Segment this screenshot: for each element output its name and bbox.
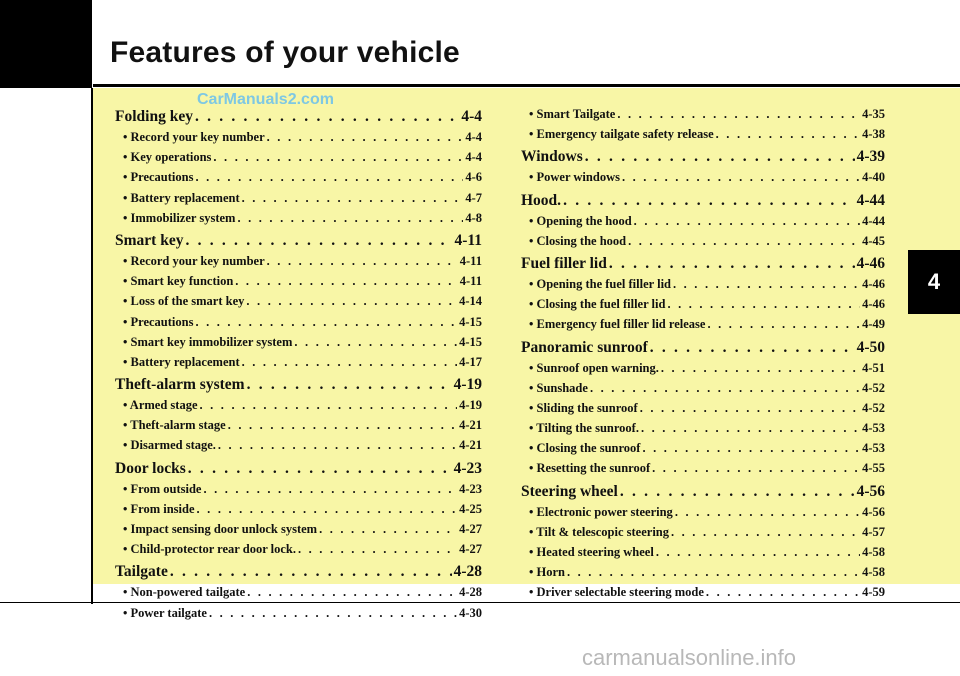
- toc-entry-page: 4-25: [459, 501, 482, 516]
- toc-entry-label: • Power tailgate: [123, 605, 207, 620]
- toc-entry-page: 4-39: [856, 148, 885, 166]
- toc-leader-dots: [661, 361, 860, 376]
- toc-entry-label: • Loss of the smart key: [123, 294, 245, 309]
- toc-subsection[interactable]: [521, 214, 885, 234]
- toc-entry-page: 4-57: [862, 524, 885, 539]
- toc-section[interactable]: [115, 108, 482, 130]
- toc-leader-dots: [228, 418, 457, 433]
- toc-entry-page: 4-11: [459, 274, 482, 289]
- toc-entry-label: • From outside: [123, 481, 202, 496]
- toc-entry-label: • Closing the sunroof: [529, 441, 641, 456]
- toc-leader-dots: [642, 441, 860, 456]
- toc-entry-label: • Impact sensing door unlock system: [123, 522, 318, 536]
- toc-entry-page: 4-7: [465, 190, 482, 205]
- page-title: Features of your vehicle: [110, 36, 460, 69]
- toc-subsection[interactable]: [115, 606, 482, 626]
- toc-leader-dots: [707, 317, 860, 332]
- toc-entry-label: Windows: [521, 148, 583, 166]
- toc-entry-page: 4-30: [459, 605, 482, 620]
- toc-subsection[interactable]: [115, 335, 482, 355]
- toc-entry-page: 4-59: [862, 585, 885, 600]
- toc-entry-label: • Closing the fuel filler lid: [529, 297, 666, 312]
- toc-leader-dots: [585, 148, 855, 166]
- toc-leader-dots: [203, 482, 457, 497]
- toc-entry-page: 4-56: [862, 504, 885, 519]
- title-divider: [93, 84, 960, 87]
- toc-leader-dots: [641, 421, 860, 436]
- toc-entry-label: • Sunroof open warning.: [529, 360, 659, 375]
- toc-leader-dots: [195, 108, 459, 126]
- toc-entry-page: 4-35: [862, 107, 885, 121]
- toc-entry-label: • Precautions: [123, 314, 194, 329]
- toc-section[interactable]: [521, 192, 885, 214]
- toc-entry-label: • Driver selectable steering mode: [529, 585, 704, 600]
- toc-entry-page: 4-21: [459, 438, 482, 453]
- toc-subsection[interactable]: [115, 438, 482, 458]
- toc-entry-page: 4-11: [454, 231, 482, 249]
- toc-column-right: [521, 107, 885, 606]
- corner-block: [0, 0, 92, 88]
- toc-subsection[interactable]: [115, 542, 482, 562]
- chapter-tab[interactable]: 4: [908, 250, 960, 314]
- toc-entry-page: 4-52: [862, 380, 885, 395]
- toc-entry-label: • Disarmed stage.: [123, 438, 216, 453]
- toc-entry-page: 4-14: [459, 294, 482, 309]
- toc-section[interactable]: [115, 563, 482, 585]
- toc-entry-label: • Opening the hood: [529, 213, 632, 228]
- toc-subsection[interactable]: [115, 191, 482, 211]
- toc-entry-label: • Armed stage: [123, 398, 198, 413]
- toc-entry-label: Theft-alarm system: [115, 376, 245, 394]
- toc-leader-dots: [242, 191, 464, 206]
- toc-entry-page: 4-27: [459, 522, 482, 536]
- toc-entry-label: • Record your key number: [123, 253, 265, 268]
- toc-leader-dots: [246, 294, 457, 309]
- toc-entry-label: • Smart key immobilizer system: [123, 334, 293, 349]
- toc-subsection[interactable]: [521, 361, 885, 381]
- toc-entry-label: • Battery replacement: [123, 354, 240, 369]
- toc-leader-dots: [298, 542, 457, 557]
- toc-subsection[interactable]: [115, 130, 482, 150]
- toc-subsection[interactable]: [115, 355, 482, 375]
- toc-entry-page: 4-46: [862, 276, 885, 291]
- toc-leader-dots: [706, 585, 860, 600]
- toc-leader-dots: [622, 170, 860, 185]
- toc-subsection[interactable]: [115, 274, 482, 294]
- toc-entry-page: 4-15: [459, 314, 482, 329]
- toc-entry-page: 4-55: [862, 461, 885, 476]
- toc-section[interactable]: [521, 339, 885, 361]
- toc-entry-label: • Opening the fuel filler lid: [529, 276, 671, 291]
- toc-subsection[interactable]: [521, 421, 885, 441]
- toc-leader-dots: [640, 401, 860, 416]
- toc-leader-dots: [267, 254, 458, 269]
- toc-leader-dots: [675, 505, 860, 520]
- toc-entry-label: Hood.: [521, 191, 562, 209]
- toc-leader-dots: [200, 398, 458, 413]
- toc-subsection[interactable]: [115, 254, 482, 274]
- toc-leader-dots: [185, 232, 452, 250]
- toc-entry-page: 4-4: [465, 130, 482, 144]
- toc-entry-label: • Closing the hood: [529, 233, 627, 248]
- toc-entry-label: • From inside: [123, 501, 195, 516]
- toc-subsection[interactable]: [521, 461, 885, 481]
- toc-subsection[interactable]: [521, 170, 885, 190]
- toc-section[interactable]: [521, 483, 885, 505]
- toc-leader-dots: [620, 483, 855, 501]
- toc-entry-page: 4-27: [459, 542, 482, 557]
- toc-entry-page: 4-58: [862, 545, 885, 559]
- toc-subsection[interactable]: [115, 418, 482, 438]
- toc-subsection[interactable]: [521, 441, 885, 461]
- toc-leader-dots: [667, 297, 860, 312]
- toc-entry-page: 4-44: [856, 191, 885, 209]
- toc-entry-page: 4-58: [862, 565, 885, 580]
- watermark-bottom: carmanualsonline.info: [582, 645, 797, 670]
- toc-subsection[interactable]: [521, 234, 885, 254]
- toc-entry-label: • Power windows: [529, 170, 620, 185]
- toc-entry-page: 4-44: [862, 213, 885, 228]
- toc-entry-page: 4-49: [862, 317, 885, 332]
- toc-entry-label: • Heated steering wheel: [529, 545, 654, 559]
- toc-subsection[interactable]: [115, 522, 482, 542]
- toc-leader-dots: [209, 606, 457, 621]
- toc-leader-dots: [590, 381, 860, 396]
- toc-subsection[interactable]: [521, 585, 885, 605]
- toc-section[interactable]: [115, 376, 482, 398]
- toc-leader-dots: [294, 335, 457, 350]
- toc-entry-label: Panoramic sunroof: [521, 338, 648, 356]
- toc-leader-dots: [218, 438, 457, 453]
- toc-entry-label: Smart key: [115, 231, 184, 249]
- toc-entry-page: 4-28: [459, 585, 482, 600]
- toc-entry-page: 4-23: [453, 459, 482, 477]
- toc-leader-dots: [652, 461, 860, 476]
- toc-entry-page: 4-52: [862, 400, 885, 415]
- toc-entry-page: 4-19: [459, 398, 482, 413]
- toc-entry-label: • Resetting the sunroof: [529, 461, 651, 476]
- toc-entry-label: Folding key: [115, 108, 193, 125]
- toc-leader-dots: [195, 315, 457, 330]
- toc-subsection[interactable]: [115, 482, 482, 502]
- toc-entry-label: • Immobilizer system: [123, 210, 236, 225]
- toc-leader-dots: [609, 255, 855, 273]
- toc-entry-label: Door locks: [115, 459, 186, 477]
- toc-entry-label: • Tilt & telescopic steering: [529, 524, 669, 539]
- toc-leader-dots: [567, 565, 860, 580]
- toc-entry-label: • Emergency fuel filler lid release: [529, 317, 706, 332]
- toc-subsection[interactable]: [521, 565, 885, 585]
- toc-entry-page: 4-23: [459, 481, 482, 496]
- toc-column-left: [115, 107, 482, 626]
- toc-entry-page: 4-8: [465, 210, 482, 225]
- toc-leader-dots: [319, 522, 457, 537]
- toc-entry-page: 4-38: [862, 127, 885, 142]
- toc-entry-page: 4-17: [459, 354, 482, 369]
- toc-subsection[interactable]: [115, 170, 482, 190]
- toc-entry-label: • Sunshade: [529, 380, 588, 395]
- toc-entry-page: 4-53: [862, 421, 885, 436]
- toc-leader-dots: [563, 192, 855, 210]
- toc-subsection[interactable]: [521, 525, 885, 545]
- toc-entry-page: 4-46: [856, 254, 885, 272]
- toc-entry-label: • Battery replacement: [123, 190, 240, 205]
- toc-leader-dots: [247, 585, 457, 600]
- toc-leader-dots: [235, 274, 457, 289]
- toc-leader-dots: [242, 355, 457, 370]
- toc-entry-label: • Horn: [529, 565, 565, 580]
- toc-section[interactable]: [521, 255, 885, 277]
- toc-leader-dots: [650, 339, 855, 357]
- toc-entry-page: 4-45: [862, 233, 885, 248]
- toc-subsection[interactable]: [115, 502, 482, 522]
- toc-subsection[interactable]: [115, 294, 482, 314]
- toc-entry-page: 4-11: [459, 253, 482, 268]
- watermark-top: CarManuals2.com: [197, 91, 334, 108]
- toc-entry-label: • Sliding the sunroof: [529, 400, 638, 415]
- toc-entry-page: 4-53: [862, 441, 885, 456]
- toc-entry-page: 4-28: [453, 563, 482, 581]
- toc-leader-dots: [213, 150, 463, 165]
- toc-subsection[interactable]: [115, 315, 482, 335]
- toc-leader-dots: [628, 234, 860, 249]
- toc-entry-label: Steering wheel: [521, 482, 618, 500]
- toc-subsection[interactable]: [521, 317, 885, 337]
- toc-entry-page: 4-4: [465, 150, 482, 165]
- toc-leader-dots: [673, 277, 860, 292]
- toc-leader-dots: [267, 130, 464, 145]
- toc-subsection[interactable]: [115, 150, 482, 170]
- toc-leader-dots: [247, 376, 452, 394]
- toc-entry-label: • Non-powered tailgate: [123, 585, 246, 600]
- toc-entry-label: • Electronic power steering: [529, 504, 673, 519]
- toc-leader-dots: [634, 214, 860, 229]
- toc-subsection[interactable]: [521, 505, 885, 525]
- toc-leader-dots: [237, 211, 463, 226]
- toc-entry-label: • Theft-alarm stage: [123, 418, 226, 433]
- toc-entry-label: • Smart Tailgate: [529, 107, 616, 121]
- toc-entry-page: 4-51: [862, 360, 885, 375]
- toc-section[interactable]: [115, 232, 482, 254]
- toc-entry-label: • Tilting the sunroof.: [529, 421, 639, 436]
- toc-leader-dots: [188, 460, 452, 478]
- toc-entry-page: 4-56: [856, 482, 885, 500]
- toc-leader-dots: [170, 563, 452, 581]
- toc-leader-dots: [197, 502, 458, 517]
- toc-subsection[interactable]: [521, 381, 885, 401]
- toc-subsection[interactable]: [521, 277, 885, 297]
- toc-entry-page: 4-40: [862, 170, 885, 185]
- toc-leader-dots: [716, 127, 860, 142]
- toc-leader-dots: [671, 525, 860, 540]
- toc-entry-label: • Child-protector rear door lock.: [123, 542, 296, 557]
- toc-entry-label: • Key operations: [123, 150, 212, 165]
- toc-entry-page: 4-6: [465, 170, 482, 185]
- toc-subsection[interactable]: [521, 401, 885, 421]
- left-margin-rule: [91, 88, 93, 604]
- toc-entry-page: 4-15: [459, 334, 482, 349]
- toc-leader-dots: [656, 545, 860, 560]
- toc-entry-page: 4-50: [856, 338, 885, 356]
- toc-entry-page: 4-19: [453, 376, 482, 394]
- toc-leader-dots: [195, 170, 463, 185]
- toc-subsection[interactable]: [521, 545, 885, 565]
- toc-entry-label: • Record your key number: [123, 130, 265, 144]
- toc-entry-page: 4-4: [461, 108, 482, 125]
- toc-entry-label: • Precautions: [123, 170, 194, 185]
- toc-subsection[interactable]: [115, 585, 482, 605]
- toc-subsection[interactable]: [521, 107, 885, 127]
- toc-subsection[interactable]: [521, 127, 885, 147]
- toc-section[interactable]: [521, 148, 885, 170]
- toc-entry-page: 4-46: [862, 297, 885, 312]
- toc-subsection[interactable]: [115, 211, 482, 231]
- toc-entry-label: Tailgate: [115, 563, 168, 581]
- toc-entry-page: 4-21: [459, 418, 482, 433]
- toc-subsection[interactable]: [115, 398, 482, 418]
- toc-entry-label: • Emergency tailgate safety release: [529, 127, 714, 142]
- toc-subsection[interactable]: [521, 297, 885, 317]
- toc-section[interactable]: [115, 460, 482, 482]
- toc-entry-label: Fuel filler lid: [521, 254, 607, 272]
- toc-leader-dots: [617, 107, 860, 122]
- toc-entry-label: • Smart key function: [123, 274, 234, 289]
